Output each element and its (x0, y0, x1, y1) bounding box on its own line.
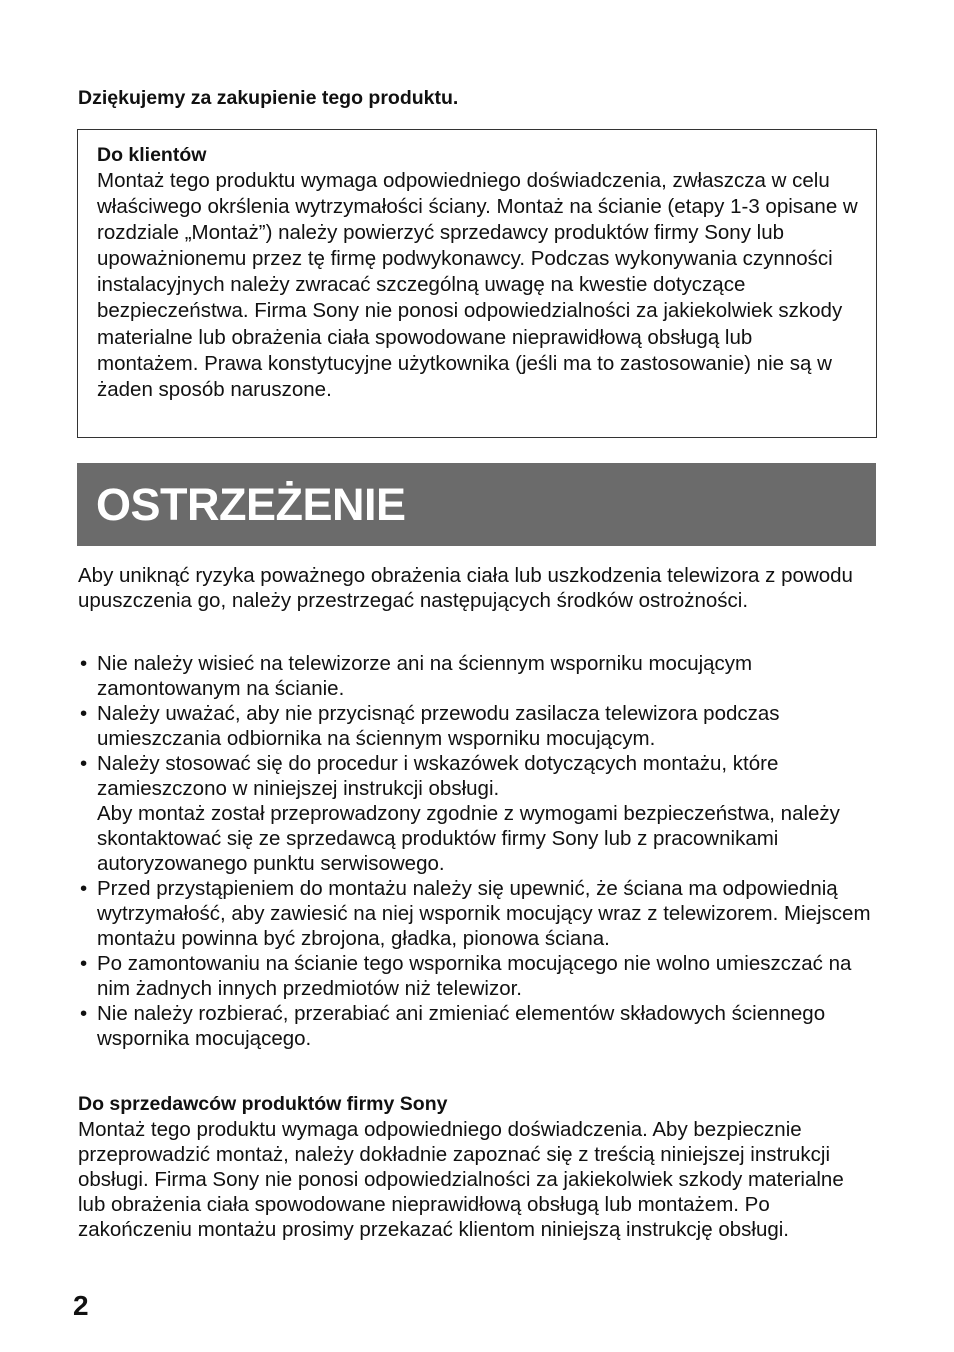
dealers-section-title: Do sprzedawców produktów firmy Sony (78, 1093, 448, 1115)
warning-bullet-item (78, 701, 878, 751)
warning-bullet-text: Po zamontowaniu na ścianie tego wspornika mocującego nie wolno umieszczać na nim żadnych innych przedmiotów niż telewizor. (97, 952, 852, 1000)
warning-bullet-item (78, 651, 878, 701)
warning-bullet-item (78, 751, 878, 876)
warning-bullet-list (78, 651, 878, 1051)
warning-bullet-text: Nie należy wisieć na telewizorze ani na ściennym wsporniku mocującym zamontowanym na ścianie. (97, 652, 753, 700)
bullet-dot-icon: • (80, 702, 88, 725)
customers-notice-box (77, 129, 877, 438)
warning-bullet-text: Należy stosować się do procedur i wskazówek dotyczących montażu, które zamieszczono w niniejszej instrukcji obsługi. (97, 752, 779, 800)
dealers-section-body: Montaż tego produktu wymaga odpowiedniego doświadczenia. Aby bezpiecznie przeprowadzić montaż, należy dokładnie zapoznać się z treścią niniejszej instrukcji obsługi. Firma Sony nie ponosi odpowiedzialności za jakiekolwiek szkody materialne lub obrażenia ciała spowodowane nieprawidłową obsługą lub montażem. Po zakończeniu montażu prosimy przekazać klientom niniejszą instrukcję obsługi. (78, 1118, 844, 1241)
warning-banner (77, 463, 876, 546)
warning-bullet-text: Należy uważać, aby nie przycisnąć przewodu zasilacza telewizora podczas umieszczania odbiornika na ściennym wsporniku mocującym. (97, 702, 780, 750)
warning-bullet-item (78, 1001, 878, 1051)
page-number: 2 (73, 1290, 89, 1321)
bullet-dot-icon: • (80, 877, 88, 900)
customers-notice-body: Montaż tego produktu wymaga odpowiedniego doświadczenia, zwłaszcza w celu właściwego okrślenia wytrzymałości ściany. Montaż na ścianie (etapy 1-3 opisane w rozdziale „Montaż”) należy powierzyć sprzedawcy produktów firmy Sony lub upoważnionemu przez tę firmę podwykonawcy. Podczas wykonywania czynności instalacyjnych należy zwracać szczególną uwagę na kwestie dotyczące bezpieczeństwa. Firma Sony nie ponosi odpowiedzialności za jakiekolwiek szkody materialne lub obrażenia ciała spowodowane nieprawidłową obsługą lub montażem. Prawa konstytucyjne użytkownika (jeśli ma to zastosowanie) nie są w żaden sposób naruszone. (97, 169, 858, 401)
bullet-dot-icon: • (80, 952, 88, 975)
warning-bullet-item (78, 951, 878, 1001)
warning-bullet-text: Nie należy rozbierać, przerabiać ani zmieniać elementów składowych ściennego wspornika mocującego. (97, 1002, 826, 1050)
bullet-dot-icon: • (80, 752, 88, 775)
customers-notice-title: Do klientów (97, 144, 207, 166)
thank-you-heading: Dziękujemy za zakupienie tego produktu. (78, 87, 459, 109)
bullet-dot-icon: • (80, 1002, 88, 1025)
warning-title: OSTRZEŻENIE (96, 479, 406, 530)
warning-bullet-item (78, 876, 878, 951)
warning-intro: Aby uniknąć ryzyka poważnego obrażenia ciała lub uszkodzenia telewizora z powodu upuszczenia go, należy przestrzegać następujących środków ostrożności. (78, 564, 853, 612)
bullet-dot-icon: • (80, 652, 88, 675)
warning-bullet-extra-text: Aby montaż został przeprowadzony zgodnie z wymogami bezpieczeństwa, należy skontaktować się ze sprzedawcą produktów firmy Sony lub z pracownikami autoryzowanego punktu serwisowego. (97, 802, 840, 875)
warning-bullet-text: Przed przystąpieniem do montażu należy się upewnić, że ściana ma odpowiednią wytrzymałość, aby zawiesić na niej wspornik mocujący wraz z telewizorem. Miejscem montażu powinna być zbrojona, gładka, pionowa ściana. (97, 877, 871, 950)
